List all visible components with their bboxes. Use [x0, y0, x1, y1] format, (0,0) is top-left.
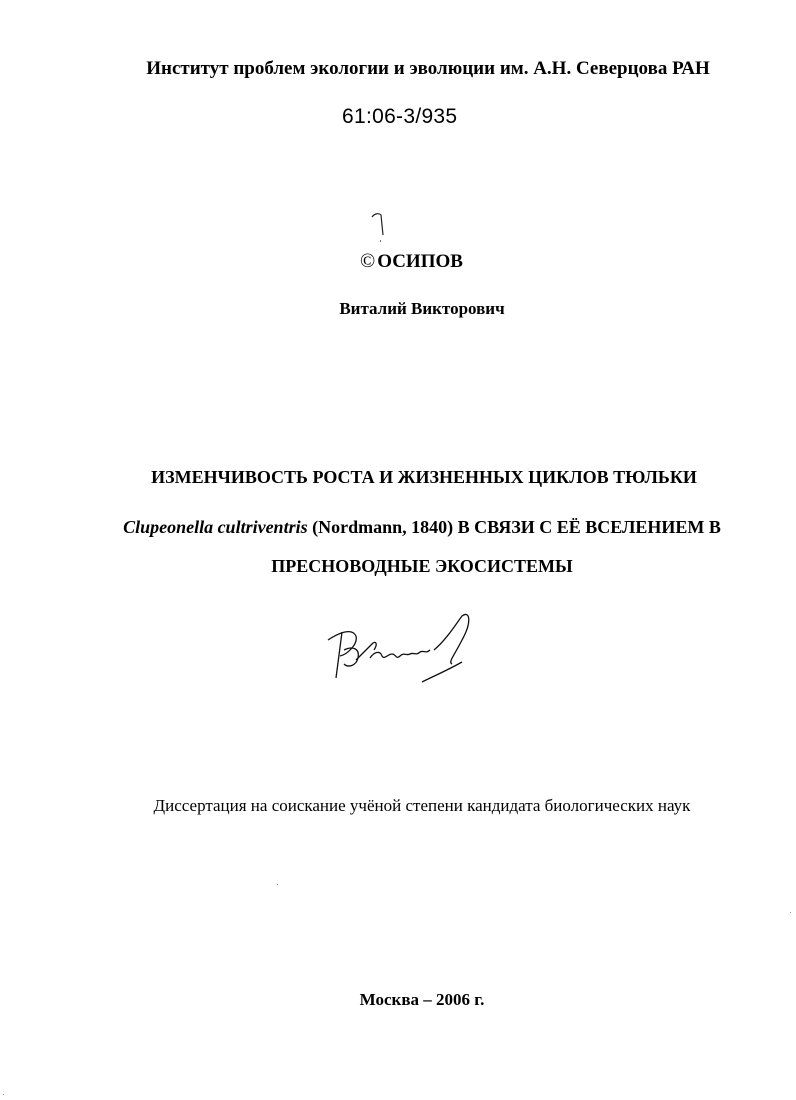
species-name: Clupeonella cultriventris: [123, 517, 308, 537]
title-line-2: [24, 517, 796, 538]
title-line-1: ИЗМЕНЧИВОСТЬ РОСТА И ЖИЗНЕННЫХ ЦИКЛОВ ТЮЛЬКИ: [151, 467, 697, 487]
handwritten-mark-icon: [368, 205, 390, 245]
copyright-mark: ©: [360, 250, 376, 272]
signature-icon: [322, 610, 482, 690]
author-surname: ОСИПОВ: [377, 251, 463, 272]
institute-name: Институт проблем экологии и эволюции им. А.Н. Северцова РАН: [146, 58, 710, 79]
city-year: Москва – 2006 г.: [359, 990, 485, 1009]
author-surname-line: [360, 250, 463, 273]
scan-speck: [790, 912, 791, 913]
title-line-3: ПРЕСНОВОДНЫЕ ЭКОСИСТЕМЫ: [271, 556, 573, 576]
dissertation-statement: Диссертация на соискание учёной степени кандидата биологических наук: [153, 796, 691, 815]
scan-speck: [3, 1094, 4, 1095]
title-line-2-rest: (Nordmann, 1840) В СВЯЗИ С ЕЁ ВСЕЛЕНИЕМ В: [307, 517, 721, 537]
author-given-names: Виталий Викторович: [339, 299, 505, 318]
catalog-number: 61:06-3/935: [342, 105, 458, 128]
scan-speck: [277, 884, 278, 885]
